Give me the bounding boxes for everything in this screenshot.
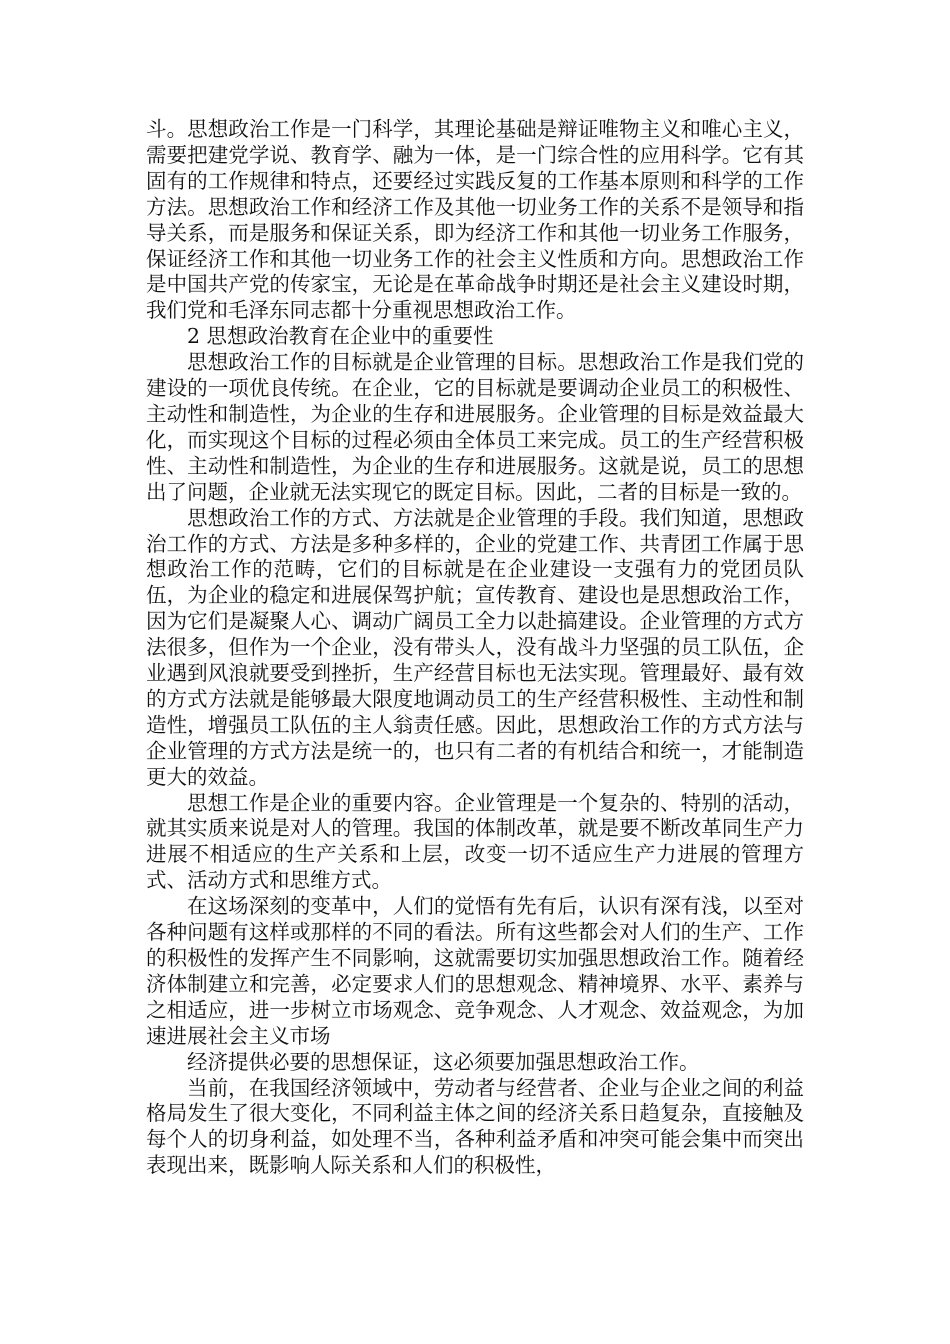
paragraph-4: 思想工作是企业的重要内容。企业管理是一个复杂的、特别的活动，就其实质来说是对人的管理。我国的体制改革，就是要不断改革同生产力进展不相适应的生产关系和上层，改变一切不适应生产力进展的管理方式、活动方式和思维方式。 (146, 790, 804, 893)
section-heading: 2 思想政治教育在企业中的重要性 (187, 324, 494, 349)
paragraph-3: 思想政治工作的方式、方法就是企业管理的手段。我们知道，思想政治工作的方式、方法是多种多样的，企业的党建工作、共青团工作属于思想政治工作的范畴，它们的目标就是在企业建设一支强有力的党团员队伍，为企业的稳定和进展保驾护航；宣传教育、建设也是思想政治工作，因为它们是凝聚人心、调动广阔员工全力以赴搞建设。企业管理的方式方法很多，但作为一个企业，没有带头人，没有战斗力坚强的员工队伍，企业遇到风浪就要受到挫折，生产经营目标也无法实现。管理最好、最有效的方式方法就是能够最大限度地调动员工的生产经营积极性、主动性和制造性，增强员工队伍的主人翁责任感。因此，思想政治工作的方式方法与企业管理的方式方法是统一的，也只有二者的有机结合和统一，才能制造更大的效益。 (146, 505, 804, 789)
document-page (146, 117, 804, 1179)
paragraph-1: 斗。思想政治工作是一门科学，其理论基础是辩证唯物主义和唯心主义，需要把建党学说、教育学、融为一体，是一门综合性的应用科学。它有其固有的工作规律和特点，还要经过实践反复的工作基本原则和科学的工作方法。思想政治工作和经济工作及其他一切业务工作的关系不是领导和指导关系，而是服务和保证关系，即为经济工作和其他一切业务工作服务，保证经济工作和其他一切业务工作的社会主义性质和方向。思想政治工作是中国共产党的传家宝，无论是在革命战争时期还是社会主义建设时期，我们党和毛泽东同志都十分重视思想政治工作。 (146, 117, 804, 323)
paragraph-7: 当前，在我国经济领域中，劳动者与经营者、企业与企业之间的利益格局发生了很大变化，不同利益主体之间的经济关系日趋复杂，直接触及每个人的切身利益，如处理不当，各种利益矛盾和冲突可能会集中而突出表现出来，既影响人际关系和人们的积极性， (146, 1075, 804, 1178)
paragraph-5: 在这场深刻的变革中，人们的觉悟有先有后，认识有深有浅，以至对各种问题有这样或那样的不同的看法。所有这些都会对人们的生产、工作的积极性的发挥产生不同影响，这就需要切实加强思想政治工作。随着经济体制建立和完善，必定要求人们的思想观念、精神境界、水平、素养与之相适应，进一步树立市场观念、竞争观念、人才观念、效益观念，为加速进展社会主义市场 (146, 894, 804, 1048)
paragraph-2: 思想政治工作的目标就是企业管理的目标。思想政治工作是我们党的建设的一项优良传统。在企业，它的目标就是要调动企业员工的积极性、主动性和制造性，为企业的生存和进展服务。企业管理的目标是效益最大化，而实现这个目标的过程必须由全体员工来完成。员工的生产经营积极性、主动性和制造性，为企业的生存和进展服务。这就是说，员工的思想出了问题，企业就无法实现它的既定目标。因此，二者的目标是一致的。 (146, 350, 804, 504)
paragraph-6: 经济提供必要的思想保证，这必须要加强思想政治工作。 (187, 1049, 700, 1074)
